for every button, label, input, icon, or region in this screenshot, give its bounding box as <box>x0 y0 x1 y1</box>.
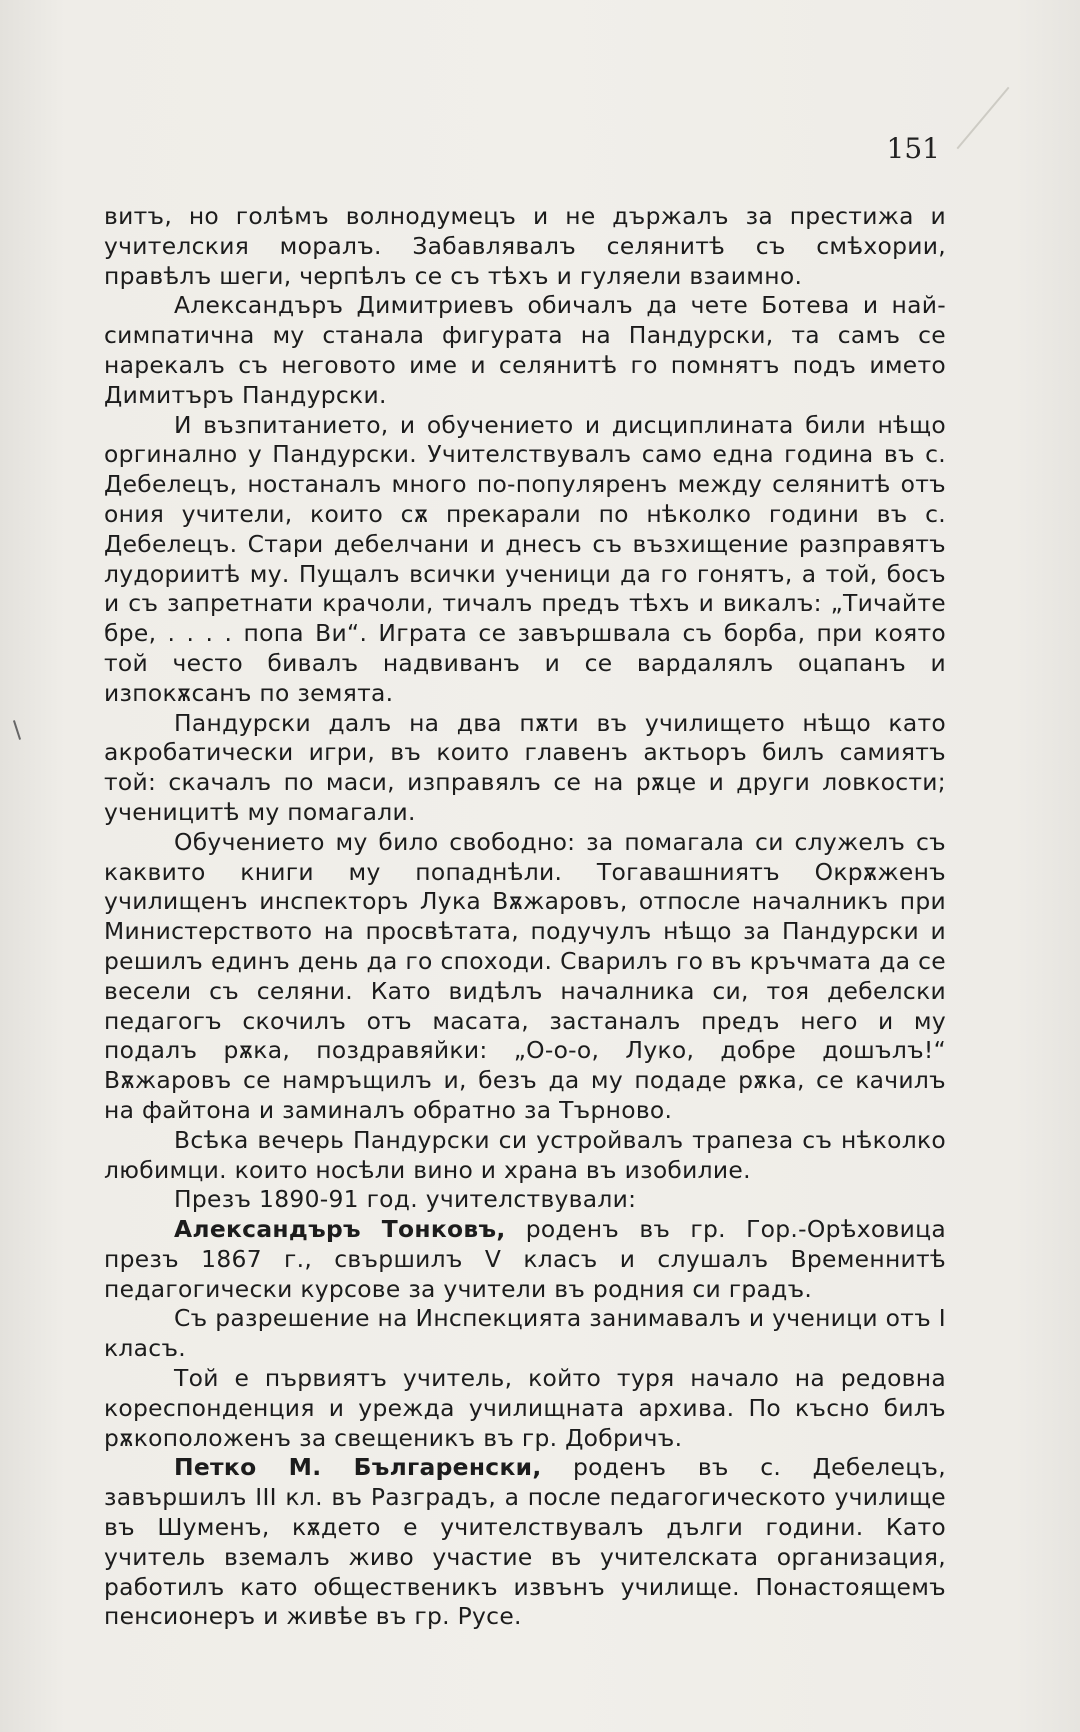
paragraph: Александъръ Димитриевъ обичалъ да чете Ботева и най-симпатична му станала фигурата на Пандурски, та самъ се нарекалъ съ неговото име и селянитѣ го помнятъ подъ името Димитъръ Пандурски. <box>104 291 946 409</box>
margin-mark <box>13 720 21 740</box>
teacher-bio: роденъ въ гр. Гор.-Орѣховица презъ 1867 г., свършилъ V класъ и слушалъ Временнитѣ педагогически курсове за учители въ родния си градъ. <box>104 1215 946 1303</box>
teacher-name: Петко М. Българенски, <box>174 1453 542 1482</box>
paragraph: Пандурски далъ на два пѫти въ училището нѣщо като акробатически игри, въ които главенъ актьоръ билъ самиятъ той: скачалъ по маси, изправялъ се на рѫце и други ловкости; ученицитѣ му помагали. <box>104 708 946 826</box>
paragraph: Всѣка вечерь Пандурски си устройвалъ трапеза съ нѣколко любимци. които носѣли вино и храна въ изобилие. <box>104 1125 946 1184</box>
paragraph: И възпитанието, и обучението и дисциплината били нѣщо оргинално у Пандурски. Учителствувалъ само една година въ с. Дебелецъ, ностаналъ много по-популяренъ между селянитѣ отъ ония учители, които сѫ прекарали по нѣколко години въ с. Дебелецъ. Стари дебелчани и днесъ съ възхищение разправятъ лудориитѣ му. Пущалъ всички ученици да го гонятъ, а той, босъ и съ запретнати крачоли, тичалъ предъ тѣхъ и викалъ: „Тичайте бре, . . . . попа Ви“. Играта се завършвала съ борба, при която той често бивалъ надвиванъ и се вардалялъ оцапанъ и изпокѫсанъ по земята. <box>104 410 946 707</box>
paragraph: Той е първиятъ учитель, който туря начало на редовна кореспонденция и урежда училищната архива. По късно билъ рѫкоположенъ за свещеникъ въ гр. Добричъ. <box>104 1364 946 1452</box>
page-number: 151 <box>886 132 940 165</box>
paragraph: Презъ 1890-91 год. учителствували: <box>174 1185 637 1214</box>
teacher-entry <box>104 1453 946 1632</box>
teacher-name: Александъръ Тонковъ, <box>174 1215 506 1244</box>
body-text <box>104 202 946 1632</box>
corner-scan-line <box>957 87 1010 150</box>
paragraph: витъ, но голѣмъ волнодумецъ и не държалъ за престижа и учителския моралъ. Забавлявалъ селянитѣ съ смѣхории, правѣлъ шеги, черпѣлъ се съ тѣхъ и гуляели взаимно. <box>104 202 946 290</box>
teacher-entry <box>104 1215 946 1304</box>
paragraph: Обучението му било свободно: за помагала си служелъ съ каквито книги му попаднѣли. Тогавашниятъ Окрѫженъ училищенъ инспекторъ Лука Вѫжаровъ, отпосле началникъ при Министерството на просвѣтата, подучулъ нѣщо за Пандурски и решилъ единъ день да го споходи. Сварилъ го въ кръчмата да се весели съ селяни. Като видѣлъ началника си, тоя дебелски педагогъ скочилъ отъ масата, застаналъ предъ него и му подалъ рѫка, поздравяйки: „О-о-о, Луко, добре дошълъ!“ Вѫжаровъ се намръщилъ и, безъ да му подаде рѫка, се качилъ на файтона и заминалъ обратно за Търново. <box>104 827 946 1124</box>
paragraph: Съ разрешение на Инспекцията занимавалъ и ученици отъ I класъ. <box>104 1304 946 1363</box>
teacher-bio: роденъ въ с. Дебелецъ, завършилъ III кл. въ Разградъ, а после педагогическото училище въ Шуменъ, кѫдето е учителствувалъ дълги години. Като учитель вземалъ живо участие въ учителската организация, работилъ като общественикъ извънъ училище. Понастоящемъ пенсионеръ и живѣе въ гр. Русе. <box>104 1453 946 1631</box>
